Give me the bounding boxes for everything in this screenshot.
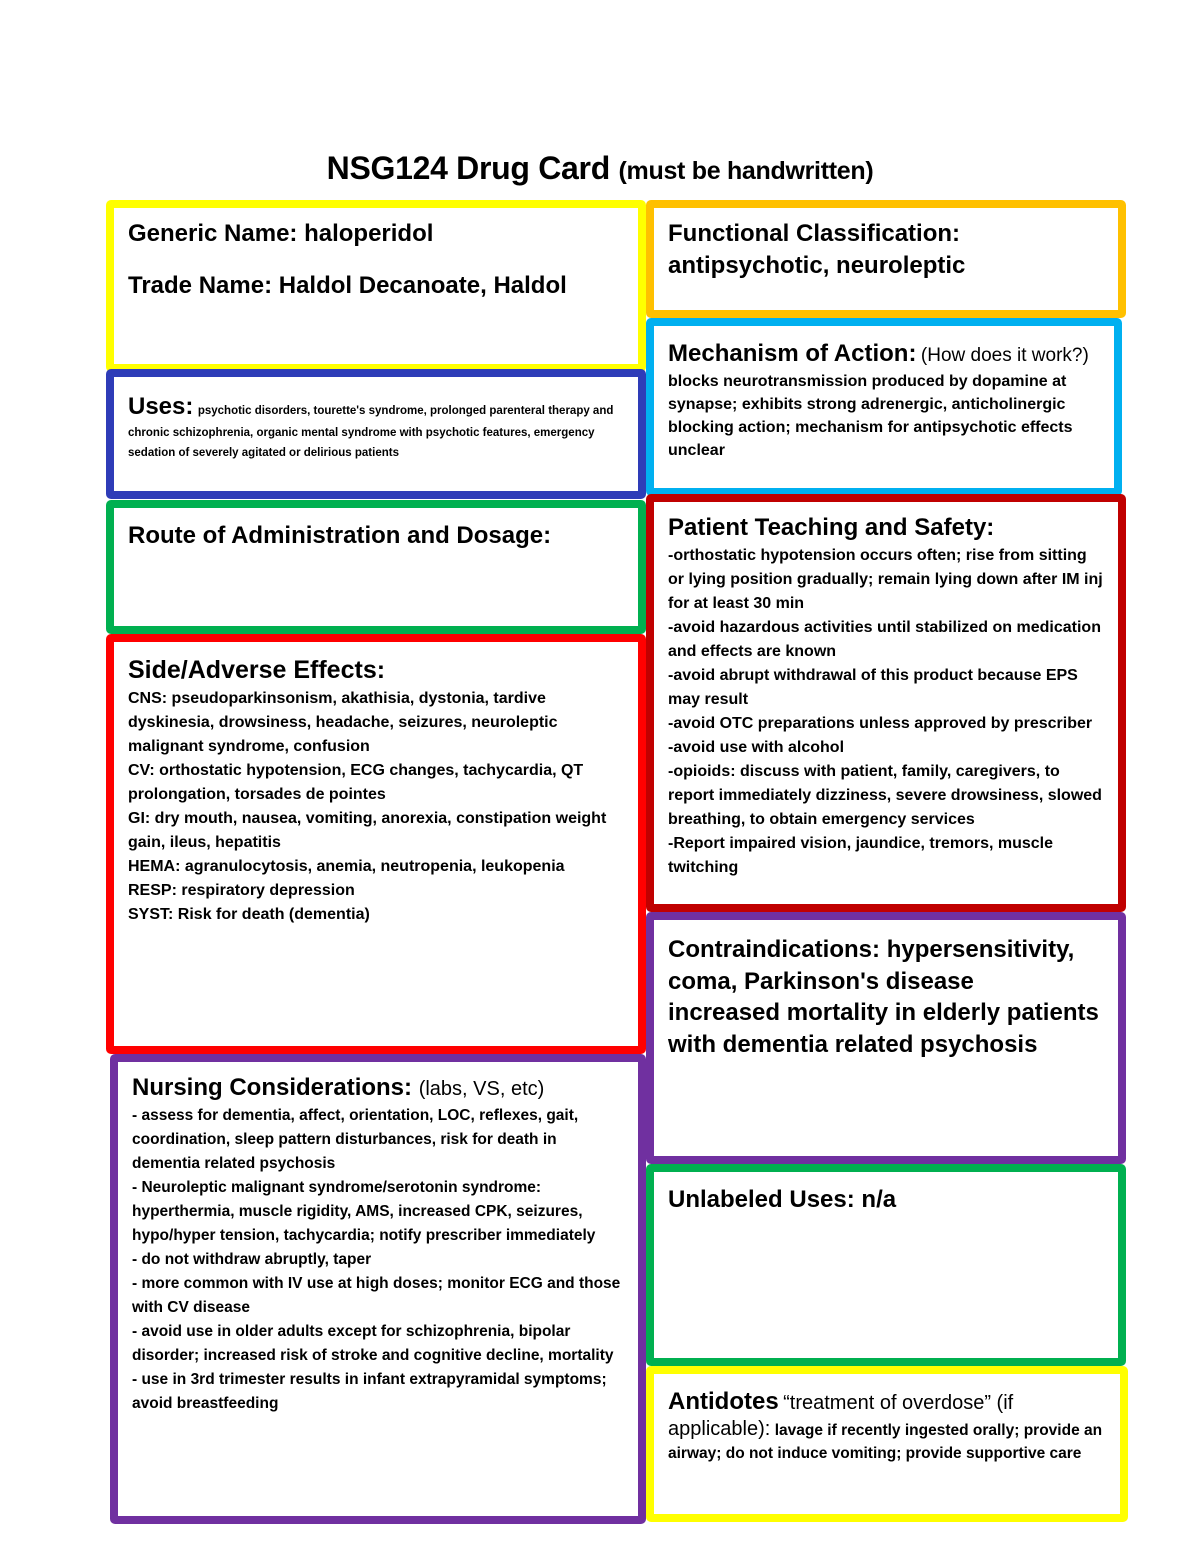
mechanism-box — [646, 318, 1122, 496]
side-effect-hema: HEMA: agranulocytosis, anemia, neutropenia, leukopenia — [128, 858, 565, 875]
contraindications-value: hypersensitivity, coma, Parkinson's disease — [668, 936, 1075, 995]
side-effect-syst: SYST: Risk for death (dementia) — [128, 906, 370, 923]
mechanism-hint: (How does it work?) — [920, 345, 1089, 366]
side-effects-box — [106, 634, 646, 1054]
generic-name-label: Generic Name: — [128, 220, 298, 247]
nursing-heading — [132, 1072, 624, 1104]
nursing-list — [132, 1104, 624, 1416]
antidotes-box — [646, 1366, 1128, 1522]
teaching-item: -avoid OTC preparations unless approved by prescriber — [668, 714, 1093, 732]
uses-value: psychotic disorders, tourette's syndrome, prolonged parenteral therapy and chronic schizophrenia, organic mental syndrome with psychotic features, emergency sedation of severely agitated or delirious patients — [128, 405, 614, 460]
side-effect-cns: CNS: pseudoparkinsonism, akathisia, dystonia, tardive dyskinesia, drowsiness, headache, seizures, neuroleptic malignant syndrome, confusion — [128, 690, 558, 755]
teaching-item: -orthostatic hypotension occurs often; rise from sitting or lying position gradually; remain lying down after IM inj for at least 30 min — [668, 546, 1103, 612]
side-effect-gi: GI: dry mouth, nausea, vomiting, anorexia, constipation weight gain, ileus, hepatitis — [128, 810, 607, 851]
title-main: NSG124 Drug Card — [326, 150, 610, 186]
mechanism-label: Mechanism of Action: — [668, 340, 917, 367]
functional-value: antipsychotic, neuroleptic — [668, 251, 966, 279]
contraindications-text — [668, 934, 1104, 997]
contraindications-extra: increased mortality in elderly patients with dementia related psychosis — [668, 999, 1099, 1059]
page-title — [0, 150, 1200, 187]
teaching-item: -opioids: discuss with patient, family, caregivers, to report immediately dizziness, severe drowsiness, slowed breathing, to obtain emergency services — [668, 762, 1102, 828]
teaching-label: Patient Teaching and Safety: — [668, 514, 995, 541]
functional-label: Functional Classification: — [668, 220, 961, 247]
unlabeled-box — [646, 1164, 1126, 1366]
unlabeled-text — [668, 1184, 1104, 1216]
generic-name — [128, 218, 624, 250]
mechanism-value: blocks neurotransmission produced by dopamine at synapse; exhibits strong adrenergic, anticholinergic blocking action; mechanism for antipsychotic effects unclear — [668, 372, 1073, 460]
side-effect-cv: CV: orthostatic hypotension, ECG changes, tachycardia, QT prolongation, torsades de pointes — [128, 762, 584, 803]
nursing-item: - assess for dementia, affect, orientation, LOC, reflexes, gait, coordination, sleep pattern disturbances, risk for death in dementia related psychosis — [132, 1106, 579, 1172]
name-box — [106, 200, 646, 372]
teaching-box — [646, 494, 1126, 912]
nursing-item: - Neuroleptic malignant syndrome/serotonin syndrome: hyperthermia, muscle rigidity, AMS, increased CPK, seizures, hypo/hyper tension, tachycardia; notify prescriber immediately — [132, 1178, 596, 1244]
nursing-label: Nursing Considerations: — [132, 1074, 413, 1101]
route-label: Route of Administration and Dosage: — [128, 522, 552, 549]
unlabeled-label: Unlabeled Uses: — [668, 1186, 855, 1213]
side-effects-list — [128, 687, 624, 927]
antidotes-value: lavage if recently ingested orally; provide an airway; do not induce vomiting; provide supportive care — [668, 1421, 1103, 1462]
antidotes-hint: “treatment of overdose” (if applicable): — [668, 1392, 1014, 1440]
teaching-item: -avoid use with alcohol — [668, 738, 845, 756]
route-box — [106, 500, 646, 634]
unlabeled-value: n/a — [861, 1186, 897, 1213]
trade-name — [128, 270, 624, 302]
functional-box — [646, 200, 1126, 318]
teaching-list — [668, 544, 1104, 880]
nursing-item: - avoid use in older adults except for schizophrenia, bipolar disorder; increased risk of stroke and cognitive decline, mortality — [132, 1322, 614, 1364]
contraindications-label: Contraindications: — [668, 936, 881, 963]
side-effects-label: Side/Adverse Effects: — [128, 656, 386, 684]
nursing-hint: (labs, VS, etc) — [418, 1078, 545, 1100]
title-sub: (must be handwritten) — [618, 157, 874, 185]
teaching-item: -avoid abrupt withdrawal of this product because EPS may result — [668, 666, 1078, 708]
teaching-item: -Report impaired vision, jaundice, tremors, muscle twitching — [668, 834, 1053, 876]
uses-box — [106, 369, 646, 499]
side-effect-resp: RESP: respiratory depression — [128, 882, 355, 899]
nursing-item: - use in 3rd trimester results in infant extrapyramidal symptoms; avoid breastfeeding — [132, 1370, 607, 1412]
antidotes-label: Antidotes — [668, 1388, 779, 1415]
nursing-item: - more common with IV use at high doses; monitor ECG and those with CV disease — [132, 1274, 621, 1316]
uses-label: Uses: — [128, 393, 194, 420]
trade-name-label: Trade Name: — [128, 271, 273, 299]
generic-name-value: haloperidol — [304, 220, 434, 247]
contraindications-box — [646, 912, 1126, 1164]
nursing-box — [110, 1054, 646, 1524]
teaching-item: -avoid hazardous activities until stabilized on medication and effects are known — [668, 618, 1101, 660]
nursing-item: - do not withdraw abruptly, taper — [132, 1250, 372, 1268]
trade-name-value: Haldol Decanoate, Haldol — [278, 271, 567, 299]
